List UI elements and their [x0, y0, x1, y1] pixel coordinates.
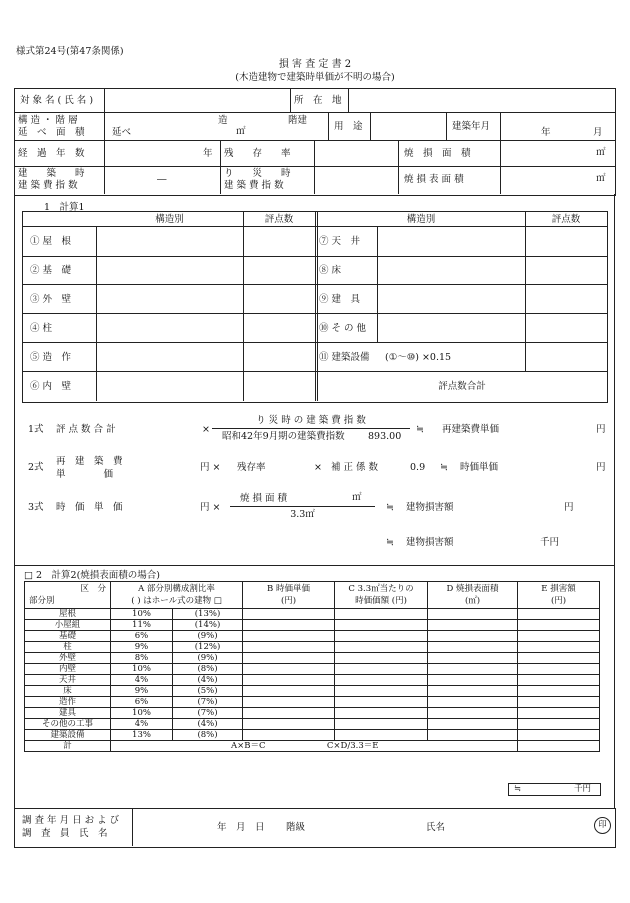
price-cell [243, 686, 335, 697]
equipment-formula: (①～⑩) ×0.15 [385, 352, 452, 363]
elapsed-unit: 年 [203, 148, 213, 159]
calc1-col-score-right: 評点数 [551, 214, 581, 225]
part-name: その他の工事 [25, 719, 111, 730]
price-cell [243, 730, 335, 741]
formula2-yen: 円 × [200, 462, 221, 473]
price-cell [243, 631, 335, 642]
header-d-1: D 焼損表面積 [446, 584, 499, 594]
area-cell [428, 719, 518, 730]
part-ratio-hall: (9%) [173, 653, 243, 664]
residual-rate-label: 残 存 率 [224, 148, 291, 159]
value-cell [335, 686, 428, 697]
burned-area-label: 焼 損 面 積 [404, 148, 471, 159]
table-row [25, 664, 600, 675]
total-label: 計 [25, 741, 111, 752]
formula1-label: 1式 [28, 424, 44, 435]
header-a-2: ( ) はホール式の建物 □ [131, 596, 222, 606]
formula1-approx: ≒ [416, 424, 424, 435]
formula4-unit: 千円 [540, 537, 560, 548]
header-e-1: E 損害額 [541, 584, 576, 594]
part-name: 屋根 [25, 609, 111, 620]
part-ratio: 10% [111, 609, 173, 620]
formula-cxd: C×D/3.3＝E [326, 741, 379, 751]
value-cell [335, 620, 428, 631]
value-cell [335, 642, 428, 653]
table-row [25, 730, 600, 741]
item-ceiling: ⑦ 天 井 [319, 236, 361, 247]
build-time-label-2: 建 築 費 指 数 [18, 180, 78, 191]
calc2-header-row [25, 582, 600, 609]
table-row [25, 708, 600, 719]
damage-cell [518, 719, 600, 730]
value-cell [335, 719, 428, 730]
burned-surface-unit: ㎡ [596, 173, 606, 184]
part-ratio: 6% [111, 697, 173, 708]
header-c-1: C 3.3㎡当たりの [348, 584, 414, 594]
part-ratio-hall: (9%) [173, 631, 243, 642]
formula-axb: A×B＝C [231, 741, 266, 751]
header-c-2: 時価価額 (円) [355, 596, 407, 606]
part-name: 外壁 [25, 653, 111, 664]
part-ratio: 4% [111, 675, 173, 686]
table-row [25, 675, 600, 686]
area-cell [428, 653, 518, 664]
formula1-numerator: り 災 時 の 建 築 費 指 数 [256, 415, 366, 426]
part-ratio-hall: (8%) [173, 730, 243, 741]
part-name: 建築設備 [25, 730, 111, 741]
damage-cell [518, 620, 600, 631]
formula3-approx: ≒ [386, 502, 394, 513]
frame-divider [14, 565, 615, 566]
formula3-numerator-unit: ㎡ [352, 492, 362, 503]
formula2-coefficient-value: 0.9 [410, 462, 426, 473]
formula4-approx: ≒ [386, 537, 394, 548]
price-cell [243, 664, 335, 675]
formula1-denominator: 昭和42年9月期の建築費指数 [222, 431, 345, 442]
target-name-label: 対 象 名 ( 氏 名 ) [20, 95, 94, 106]
item-foundation: ② 基 礎 [30, 265, 72, 276]
part-ratio-hall: (8%) [173, 664, 243, 675]
table-row [25, 686, 600, 697]
value-cell [335, 730, 428, 741]
footer-rank: 階級 [286, 822, 306, 833]
formula2-coefficient: 補 正 係 数 [331, 462, 379, 473]
formula2-residual: 残存率 [237, 462, 266, 473]
formula3-numerator: 焼 損 面 積 [240, 493, 288, 504]
price-cell [243, 719, 335, 730]
table-row [25, 719, 600, 730]
part-ratio: 8% [111, 653, 173, 664]
value-cell [335, 609, 428, 620]
footer-name: 氏名 [426, 822, 446, 833]
disaster-label-2: 建 築 費 指 数 [224, 180, 284, 191]
formula1-denominator-value: 893.00 [368, 431, 402, 442]
month-mark: 月 [593, 127, 603, 138]
seal-mark: 印 [594, 817, 611, 834]
build-time-label-1: 建 築 時 [18, 168, 85, 179]
formula3-result: 建物損害額 [406, 502, 454, 513]
damage-cell [518, 686, 600, 697]
damage-cell [518, 642, 600, 653]
value-cell [335, 697, 428, 708]
part-ratio-hall: (5%) [173, 686, 243, 697]
item-other: ⑩ そ の 他 [319, 323, 367, 334]
footer-label-2: 調 査 員 氏 名 [22, 828, 108, 839]
price-cell [243, 697, 335, 708]
table-row [25, 642, 600, 653]
built-year-label: 建築年月 [452, 121, 491, 132]
page-title: 損 害 査 定 書 2 [278, 59, 352, 70]
damage-cell [518, 653, 600, 664]
sum-unit: 千円 [574, 784, 592, 794]
table-row [25, 697, 600, 708]
formula3-name: 時 価 単 価 [56, 502, 123, 513]
formula2-approx: ≒ [440, 462, 448, 473]
part-ratio: 4% [111, 719, 173, 730]
part-ratio-hall: (7%) [173, 708, 243, 719]
part-ratio: 6% [111, 631, 173, 642]
part-ratio-hall: (12%) [173, 642, 243, 653]
damage-cell [518, 664, 600, 675]
value-cell [335, 708, 428, 719]
calc1-col-score-left: 評点数 [264, 214, 294, 225]
footer-date: 年 月 日 [217, 822, 265, 833]
part-name: 柱 [25, 642, 111, 653]
item-pillar: ④ 柱 [30, 323, 53, 334]
item-equipment: ⑪ 建築設備 [319, 352, 370, 363]
formula2-times: × [314, 462, 322, 473]
part-name: 内壁 [25, 664, 111, 675]
page-subtitle: (木造建物で建築時単価が不明の場合) [235, 72, 395, 83]
formula1-unit: 円 [596, 424, 606, 435]
structure-floors-label: 構 造 ・ 階 層 [18, 115, 78, 126]
header-a-1: A 部分別構成割比率 [138, 584, 215, 594]
header-b-1: B 時価単価 [267, 584, 310, 594]
location-label: 所 在 地 [294, 95, 342, 106]
frame-right [614, 194, 615, 565]
item-floor: ⑧ 床 [319, 265, 342, 276]
part-ratio-hall: (14%) [173, 620, 243, 631]
header-division: 区 分 [80, 584, 106, 594]
header-d-2: (㎡) [464, 596, 481, 606]
item-interior-wall: ⑥ 内 壁 [30, 381, 72, 392]
table-row [25, 653, 600, 664]
area-cell [428, 631, 518, 642]
formula1-name: 評 点 数 合 計 [56, 424, 116, 435]
damage-cell [518, 708, 600, 719]
part-name: 基礎 [25, 631, 111, 642]
formula1-times: × [202, 424, 210, 435]
part-ratio: 11% [111, 620, 173, 631]
area-cell [428, 730, 518, 741]
structure-mark: 造 [218, 115, 228, 126]
burned-area-unit: ㎡ [596, 147, 606, 158]
part-ratio-hall: (4%) [173, 719, 243, 730]
form-number: 様式第24号(第47条関係) [16, 46, 124, 57]
year-mark: 年 [541, 127, 551, 138]
formula3-label: 3式 [28, 502, 44, 513]
part-name: 天井 [25, 675, 111, 686]
frame-left [14, 194, 15, 565]
part-ratio: 10% [111, 708, 173, 719]
area-cell [428, 675, 518, 686]
part-ratio: 9% [111, 686, 173, 697]
header-b-2: (円) [280, 596, 297, 606]
table-row [25, 620, 600, 631]
value-cell [335, 653, 428, 664]
part-ratio: 9% [111, 642, 173, 653]
area-cell [428, 664, 518, 675]
formula2-unit: 円 [596, 462, 606, 473]
item-roof: ① 屋 根 [30, 236, 72, 247]
part-ratio-hall: (13%) [173, 609, 243, 620]
calc2-table [24, 581, 600, 752]
formula3-unit: 円 [564, 502, 574, 513]
damage-cell [518, 697, 600, 708]
damage-cell [518, 609, 600, 620]
formula2-label: 2式 [28, 462, 44, 473]
formula3-yen: 円 × [200, 502, 221, 513]
formula3-denominator: 3.3㎡ [290, 509, 315, 520]
price-cell [243, 642, 335, 653]
item-fittings: ⑨ 建 具 [319, 294, 361, 305]
price-cell [243, 653, 335, 664]
value-cell [335, 675, 428, 686]
floors-mark: 階建 [288, 115, 308, 126]
area-prefix: 延べ [112, 127, 132, 138]
price-cell [243, 620, 335, 631]
value-cell [335, 631, 428, 642]
formula2-name-2: 単 価 [56, 469, 114, 480]
part-name: 建具 [25, 708, 111, 719]
header-part: 部分別 [29, 596, 55, 606]
part-ratio-hall: (7%) [173, 697, 243, 708]
part-name: 造作 [25, 697, 111, 708]
part-name: 小屋組 [25, 620, 111, 631]
value-cell [335, 664, 428, 675]
build-time-value: ― [157, 174, 167, 185]
header-e-2: (円) [550, 596, 567, 606]
score-total-label: 評点数合計 [438, 381, 486, 392]
damage-cell [518, 730, 600, 741]
area-cell [428, 697, 518, 708]
table-row [25, 631, 600, 642]
price-cell [243, 708, 335, 719]
area-cell [428, 620, 518, 631]
disaster-label-1: り 災 時 [224, 168, 291, 179]
area-cell [428, 642, 518, 653]
calc2-heading: □ 2 計算2(焼損表面積の場合) [24, 570, 160, 581]
area-cell [428, 609, 518, 620]
part-ratio-hall: (4%) [173, 675, 243, 686]
part-ratio: 10% [111, 664, 173, 675]
damage-cell [518, 631, 600, 642]
elapsed-years-label: 経 過 年 数 [18, 148, 85, 159]
damage-cell [518, 675, 600, 686]
area-cell [428, 686, 518, 697]
item-exterior-wall: ③ 外 壁 [30, 294, 72, 305]
usage-label: 用 途 [334, 121, 363, 132]
burned-surface-label: 焼 損 表 面 積 [404, 174, 464, 185]
formula1-result: 再建築費単価 [442, 424, 500, 435]
part-name: 床 [25, 686, 111, 697]
formula4-result: 建物損害額 [406, 537, 454, 548]
floor-area-label: 延 べ 面 積 [18, 127, 85, 138]
price-cell [243, 675, 335, 686]
sum-approx: ≒ [514, 784, 522, 794]
calc1-heading: 1 計算1 [44, 202, 85, 213]
price-cell [243, 609, 335, 620]
calc2-total-row [25, 741, 600, 752]
area-cell [428, 708, 518, 719]
area-unit: ㎡ [236, 126, 246, 137]
part-ratio: 13% [111, 730, 173, 741]
calc1-col-structure-left: 構造別 [155, 214, 184, 225]
footer-label-1: 調 査 年 月 日 お よ び [22, 815, 120, 826]
calc1-col-structure-right: 構造別 [406, 214, 436, 225]
table-row [25, 609, 600, 620]
formula2-result: 時価単価 [460, 462, 499, 473]
formula2-name-1: 再 建 築 費 [56, 456, 123, 467]
item-fixtures: ⑤ 造 作 [30, 352, 72, 363]
